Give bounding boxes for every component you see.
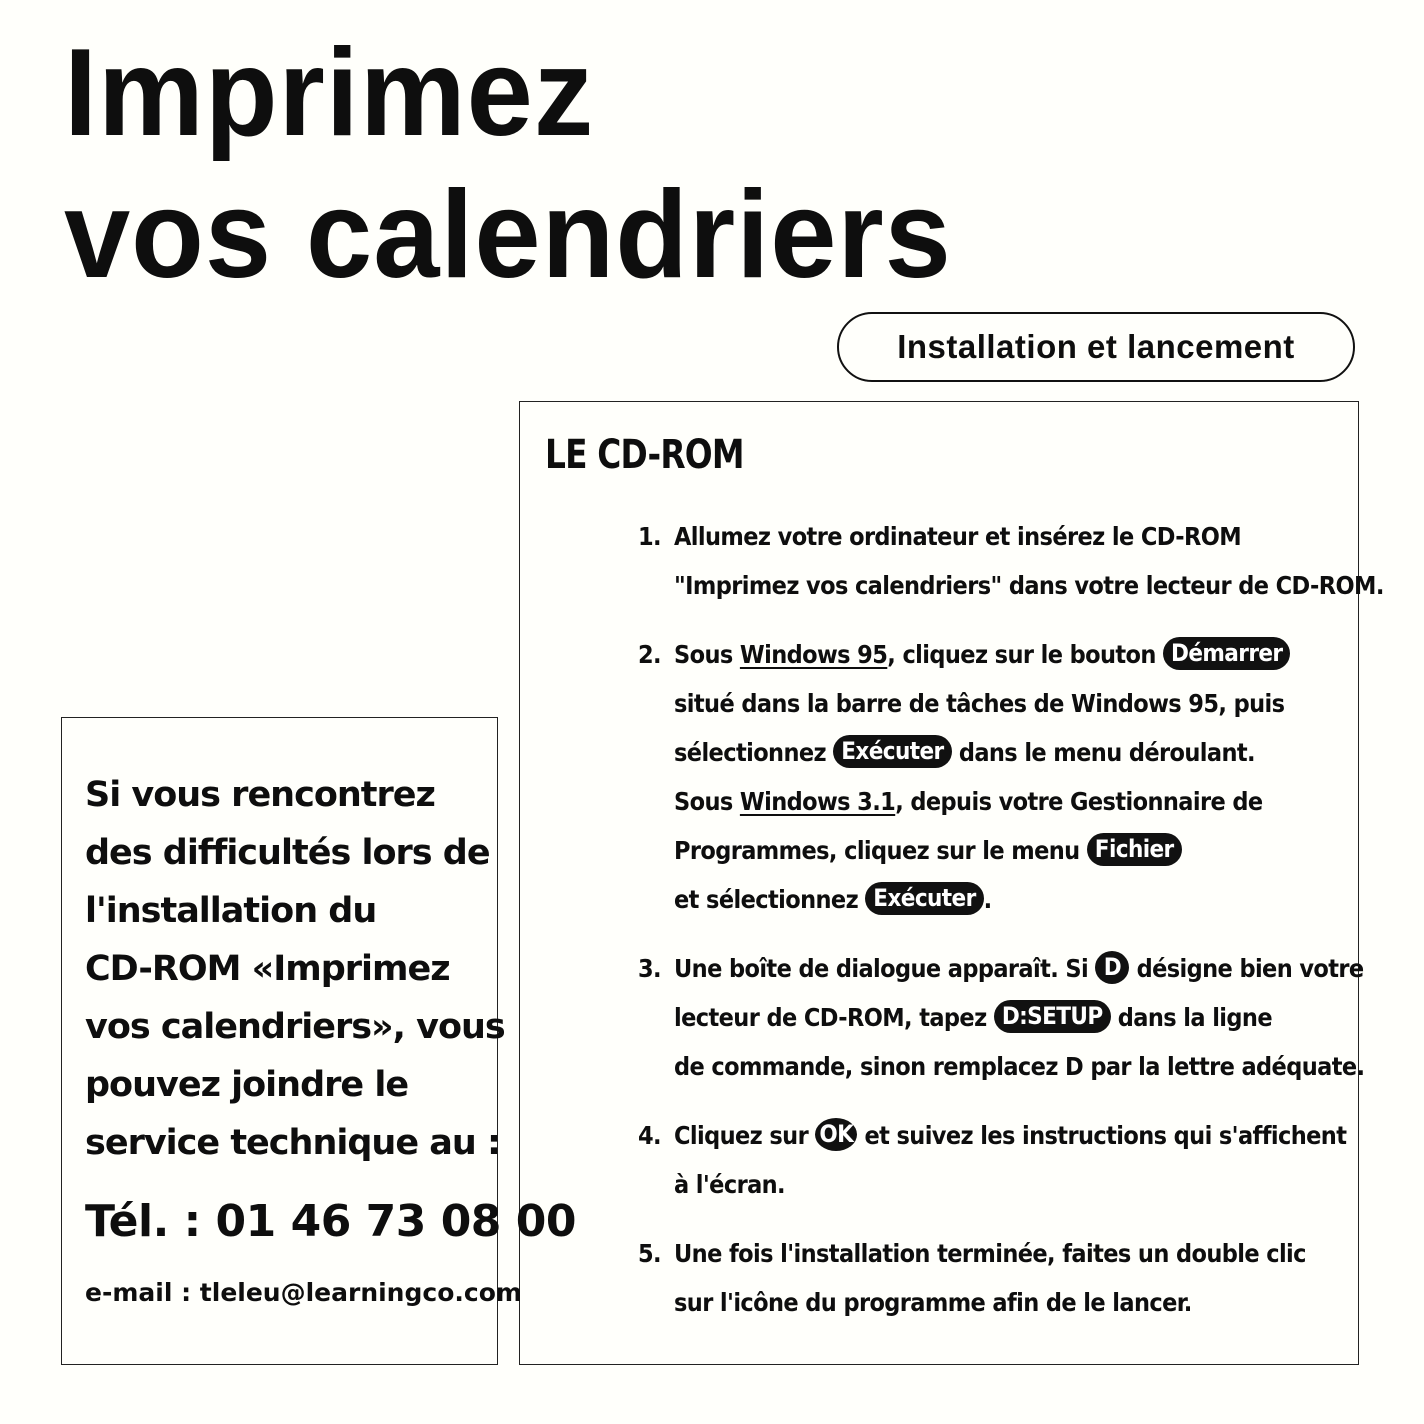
step-3 xyxy=(638,944,1365,1091)
setup-key-label: D:SETUP xyxy=(994,1000,1111,1033)
step-line xyxy=(674,1111,1354,1160)
step-line xyxy=(674,630,1354,679)
step-line xyxy=(674,944,1364,993)
step-2 xyxy=(638,630,1354,924)
step-text: situé dans la barre de tâches de Windows 95, puis xyxy=(674,689,1285,718)
os-name: Windows 95 xyxy=(739,640,888,669)
step-text: dans la ligne xyxy=(1110,1003,1272,1032)
support-box xyxy=(61,717,576,1365)
file-key-label: Fichier xyxy=(1087,833,1182,866)
support-message xyxy=(85,766,505,1172)
title-line-2: vos calendriers xyxy=(64,166,952,304)
start-key-label: Démarrer xyxy=(1163,637,1290,670)
step-text: Une fois l'installation terminée, faites un double clic xyxy=(674,1239,1306,1268)
step-text: et suivez les instructions qui s'affichent xyxy=(857,1121,1347,1150)
support-email: e-mail : tleleu@learningco.com xyxy=(85,1278,522,1307)
support-line: vos calendriers», vous xyxy=(85,1007,505,1047)
step-text: de commande, sinon remplacez D par la lettre adéquate. xyxy=(674,1052,1365,1081)
page-title xyxy=(64,22,952,306)
ok-key-label: OK xyxy=(815,1118,857,1151)
cdrom-heading: LE CD-ROM xyxy=(545,432,744,478)
step-text: à l'écran. xyxy=(674,1170,786,1199)
step-1 xyxy=(638,512,1384,610)
step-line xyxy=(674,826,1354,875)
step-text: et sélectionnez xyxy=(674,885,866,914)
step-text: "Imprimez vos calendriers" dans votre lecteur de CD-ROM. xyxy=(674,571,1384,600)
support-line: des difficultés lors de xyxy=(85,833,490,873)
step-text: , depuis votre Gestionnaire de xyxy=(895,787,1263,816)
step-number: 4. xyxy=(638,1121,661,1150)
step-text: Cliquez sur xyxy=(674,1121,816,1150)
step-line xyxy=(674,728,1354,777)
step-text: dans le menu déroulant. xyxy=(951,738,1255,767)
step-5 xyxy=(638,1229,1354,1327)
step-number: 3. xyxy=(638,954,661,983)
step-number: 2. xyxy=(638,640,661,669)
step-text: sélectionnez xyxy=(674,738,834,767)
cdrom-instructions-box xyxy=(519,401,1384,1365)
step-text: Sous xyxy=(674,787,740,816)
step-text: , cliquez sur le bouton xyxy=(887,640,1164,669)
title-line-1: Imprimez xyxy=(64,24,595,162)
step-number: 5. xyxy=(638,1239,661,1268)
support-line: l'installation du xyxy=(85,891,377,931)
support-line: service technique au : xyxy=(85,1123,500,1163)
step-number: 1. xyxy=(638,522,661,551)
support-phone: Tél. : 01 46 73 08 00 xyxy=(85,1196,576,1247)
step-4 xyxy=(638,1111,1354,1209)
step-text: Allumez votre ordinateur et insérez le CD-ROM xyxy=(674,522,1242,551)
step-text: . xyxy=(983,885,992,914)
support-line: pouvez joindre le xyxy=(85,1065,409,1105)
support-line: Si vous rencontrez xyxy=(85,775,435,815)
step-text: Sous xyxy=(674,640,740,669)
step-text: Programmes, cliquez sur le menu xyxy=(674,836,1087,865)
step-line xyxy=(674,993,1354,1042)
install-steps xyxy=(638,512,1384,1347)
step-text: sur l'icône du programme afin de le lancer. xyxy=(674,1288,1192,1317)
support-line: CD-ROM «Imprimez xyxy=(85,949,450,989)
run-key-label: Exécuter xyxy=(865,882,983,915)
step-text: lecteur de CD-ROM, tapez xyxy=(674,1003,994,1032)
run-key-label: Exécuter xyxy=(833,735,951,768)
os-name: Windows 3.1 xyxy=(739,787,896,816)
step-line xyxy=(674,875,1354,924)
drive-key-label: D xyxy=(1095,951,1129,984)
step-text: Une boîte de dialogue apparaît. Si xyxy=(674,954,1096,983)
step-line xyxy=(674,777,1354,826)
step-text: désigne bien votre xyxy=(1129,954,1364,983)
section-label: Installation et lancement xyxy=(837,312,1355,382)
